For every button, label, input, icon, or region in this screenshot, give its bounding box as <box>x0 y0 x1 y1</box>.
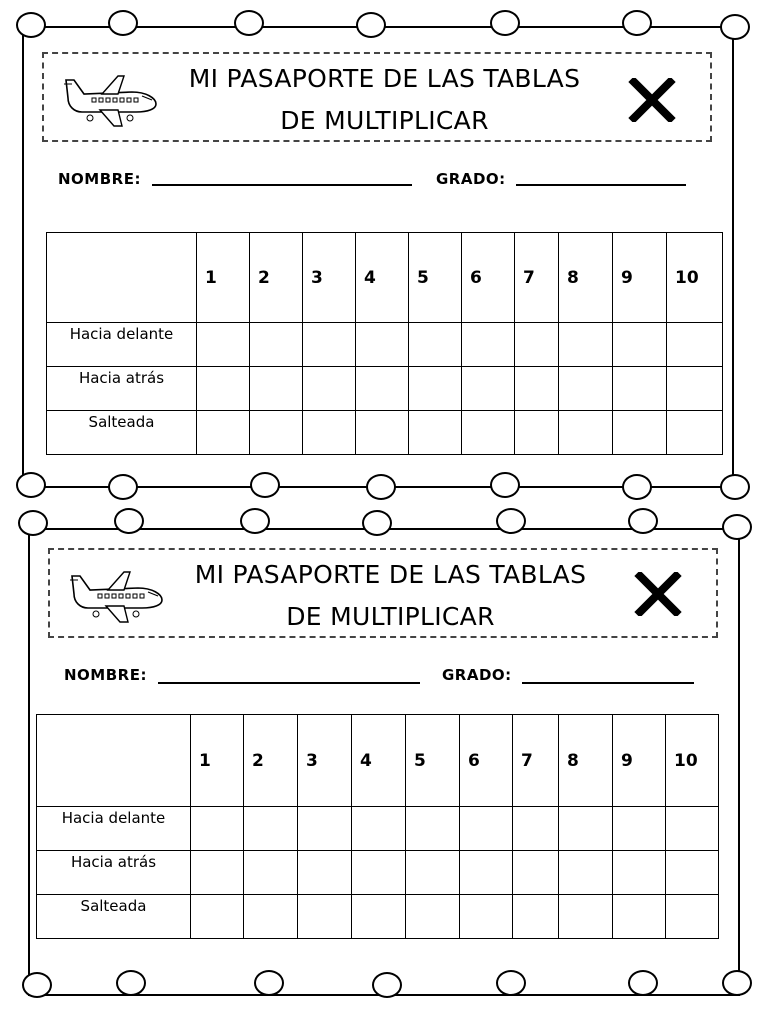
check-cell[interactable] <box>244 851 298 895</box>
binder-ring-icon <box>722 970 752 996</box>
check-cell[interactable] <box>559 807 613 851</box>
check-cell[interactable] <box>303 411 356 455</box>
check-cell[interactable] <box>462 367 515 411</box>
binder-ring-icon <box>720 14 750 40</box>
x-mark-icon <box>634 572 682 616</box>
check-cell[interactable] <box>666 851 719 895</box>
header-row <box>37 715 719 807</box>
grado-field[interactable] <box>516 184 686 186</box>
column-header: 1 <box>197 233 250 323</box>
binder-ring-icon <box>628 508 658 534</box>
check-cell[interactable] <box>409 411 462 455</box>
corner-cell <box>37 715 191 807</box>
row-label: Hacia delante <box>37 807 191 851</box>
x-mark-icon <box>628 78 676 122</box>
check-cell[interactable] <box>298 807 352 851</box>
check-cell[interactable] <box>352 895 406 939</box>
check-cell[interactable] <box>559 367 613 411</box>
check-cell[interactable] <box>613 323 667 367</box>
airplane-icon <box>62 64 162 130</box>
check-cell[interactable] <box>460 851 513 895</box>
binder-ring-icon <box>722 514 752 540</box>
check-cell[interactable] <box>515 367 559 411</box>
binder-ring-icon <box>490 10 520 36</box>
binder-ring-icon <box>240 508 270 534</box>
title-box <box>42 52 712 142</box>
grado-label: GRADO: <box>436 170 506 188</box>
column-header: 10 <box>666 715 719 807</box>
grado-label: GRADO: <box>442 666 512 684</box>
progress-table <box>46 232 723 455</box>
check-cell[interactable] <box>513 851 559 895</box>
binder-ring-icon <box>366 474 396 500</box>
check-cell[interactable] <box>613 807 666 851</box>
binder-ring-icon <box>108 10 138 36</box>
check-cell[interactable] <box>406 851 460 895</box>
binder-ring-icon <box>254 970 284 996</box>
check-cell[interactable] <box>666 895 719 939</box>
binder-ring-icon <box>372 972 402 998</box>
check-cell[interactable] <box>250 411 303 455</box>
check-cell[interactable] <box>197 367 250 411</box>
page-title <box>149 58 620 142</box>
binder-ring-icon <box>356 12 386 38</box>
row-label: Salteada <box>47 411 197 455</box>
column-header: 2 <box>244 715 298 807</box>
binder-ring-icon <box>362 510 392 536</box>
binder-ring-icon <box>116 970 146 996</box>
check-cell[interactable] <box>462 323 515 367</box>
check-cell[interactable] <box>244 807 298 851</box>
check-cell[interactable] <box>191 895 244 939</box>
column-header: 3 <box>303 233 356 323</box>
binder-ring-icon <box>234 10 264 36</box>
check-cell[interactable] <box>406 895 460 939</box>
nombre-field[interactable] <box>152 184 412 186</box>
check-cell[interactable] <box>613 851 666 895</box>
binder-ring-icon <box>622 474 652 500</box>
column-header: 4 <box>356 233 409 323</box>
binder-ring-icon <box>496 970 526 996</box>
check-cell[interactable] <box>559 323 613 367</box>
column-header: 9 <box>613 715 666 807</box>
row-label: Hacia atrás <box>47 367 197 411</box>
title-line-1: MI PASAPORTE DE LAS TABLAS <box>188 64 581 93</box>
column-header: 8 <box>559 233 613 323</box>
check-cell[interactable] <box>409 367 462 411</box>
check-cell[interactable] <box>559 411 613 455</box>
check-cell[interactable] <box>356 367 409 411</box>
table-row <box>37 851 719 895</box>
binder-ring-icon <box>22 972 52 998</box>
row-label: Hacia atrás <box>37 851 191 895</box>
title-line-2: DE MULTIPLICAR <box>286 602 495 631</box>
table-row <box>37 807 719 851</box>
column-header: 7 <box>513 715 559 807</box>
check-cell[interactable] <box>298 851 352 895</box>
binder-ring-icon <box>496 508 526 534</box>
column-header: 1 <box>191 715 244 807</box>
table-row <box>47 323 723 367</box>
check-cell[interactable] <box>352 851 406 895</box>
page-title <box>155 554 626 638</box>
passport-card-2 <box>0 500 768 1024</box>
column-header: 4 <box>352 715 406 807</box>
corner-cell <box>47 233 197 323</box>
column-header: 3 <box>298 715 352 807</box>
column-header: 9 <box>613 233 667 323</box>
column-header: 6 <box>460 715 513 807</box>
column-header: 2 <box>250 233 303 323</box>
passport-card-1 <box>0 0 768 500</box>
check-cell[interactable] <box>303 367 356 411</box>
check-cell[interactable] <box>667 367 723 411</box>
row-label: Hacia delante <box>47 323 197 367</box>
check-cell[interactable] <box>409 323 462 367</box>
binder-ring-icon <box>16 12 46 38</box>
header-row <box>47 233 723 323</box>
nombre-label: NOMBRE: <box>58 170 141 188</box>
table-row <box>47 411 723 455</box>
binder-ring-icon <box>108 474 138 500</box>
check-cell[interactable] <box>515 411 559 455</box>
binder-ring-icon <box>622 10 652 36</box>
check-cell[interactable] <box>191 851 244 895</box>
check-cell[interactable] <box>513 895 559 939</box>
column-header: 6 <box>462 233 515 323</box>
title-line-2: DE MULTIPLICAR <box>280 106 489 135</box>
check-cell[interactable] <box>460 895 513 939</box>
check-cell[interactable] <box>356 323 409 367</box>
binder-ring-icon <box>16 472 46 498</box>
column-header: 7 <box>515 233 559 323</box>
title-box <box>48 548 718 638</box>
column-header: 5 <box>409 233 462 323</box>
table-row <box>37 895 719 939</box>
check-cell[interactable] <box>191 807 244 851</box>
check-cell[interactable] <box>667 323 723 367</box>
binder-ring-icon <box>720 474 750 500</box>
column-header: 5 <box>406 715 460 807</box>
check-cell[interactable] <box>406 807 460 851</box>
check-cell[interactable] <box>303 323 356 367</box>
check-cell[interactable] <box>613 367 667 411</box>
check-cell[interactable] <box>559 895 613 939</box>
binder-ring-icon <box>114 508 144 534</box>
airplane-icon <box>68 560 168 626</box>
grado-field[interactable] <box>522 682 694 684</box>
check-cell[interactable] <box>250 323 303 367</box>
binder-ring-icon <box>628 970 658 996</box>
column-header: 10 <box>667 233 723 323</box>
nombre-field[interactable] <box>158 682 420 684</box>
check-cell[interactable] <box>352 807 406 851</box>
check-cell[interactable] <box>667 411 723 455</box>
check-cell[interactable] <box>559 851 613 895</box>
check-cell[interactable] <box>356 411 409 455</box>
check-cell[interactable] <box>197 323 250 367</box>
check-cell[interactable] <box>244 895 298 939</box>
progress-table <box>36 714 719 939</box>
check-cell[interactable] <box>197 411 250 455</box>
nombre-label: NOMBRE: <box>64 666 147 684</box>
check-cell[interactable] <box>462 411 515 455</box>
check-cell[interactable] <box>515 323 559 367</box>
check-cell[interactable] <box>513 807 559 851</box>
row-label: Salteada <box>37 895 191 939</box>
table-row <box>47 367 723 411</box>
check-cell[interactable] <box>250 367 303 411</box>
binder-ring-icon <box>18 510 48 536</box>
column-header: 8 <box>559 715 613 807</box>
binder-ring-icon <box>250 472 280 498</box>
check-cell[interactable] <box>298 895 352 939</box>
check-cell[interactable] <box>613 411 667 455</box>
binder-ring-icon <box>490 472 520 498</box>
check-cell[interactable] <box>460 807 513 851</box>
check-cell[interactable] <box>666 807 719 851</box>
title-line-1: MI PASAPORTE DE LAS TABLAS <box>194 560 587 589</box>
check-cell[interactable] <box>613 895 666 939</box>
